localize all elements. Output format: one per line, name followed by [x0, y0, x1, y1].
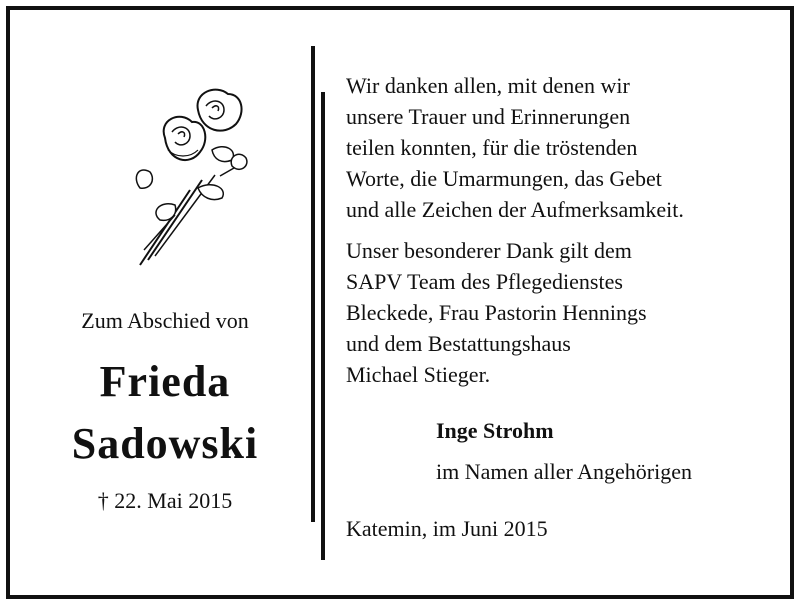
on-behalf-text: im Namen aller Angehörigen: [436, 459, 692, 484]
text-line: Unser besonderer Dank gilt dem: [346, 238, 632, 263]
rose-illustration-icon: [120, 80, 260, 270]
deceased-first-name: Frieda: [99, 357, 231, 406]
place-date: Katemin, im Juni 2015: [346, 516, 548, 541]
text-line: und dem Bestattungshaus: [346, 331, 571, 356]
text-line: Wir danken allen, mit denen wir: [346, 73, 630, 98]
farewell-text: Zum Abschied von: [81, 308, 249, 333]
thanks-text-block: [346, 70, 776, 390]
text-line: Worte, die Umarmungen, das Gebet: [346, 166, 662, 191]
deceased-last-name: Sadowski: [71, 419, 259, 468]
left-column: [20, 10, 310, 595]
divider-line: [321, 92, 325, 560]
text-line: und alle Zeichen der Aufmerksamkeit.: [346, 197, 684, 222]
notice-frame: [6, 6, 794, 599]
death-date: † 22. Mai 2015: [97, 488, 233, 513]
thanks-paragraph: [346, 70, 776, 225]
signer-name: Inge Strohm: [436, 418, 554, 443]
divider-line: [311, 46, 315, 522]
text-line: unsere Trauer und Erinnerungen: [346, 104, 631, 129]
text-line: teilen konnten, für die tröstenden: [346, 135, 638, 160]
text-line: SAPV Team des Pflegedienstes: [346, 269, 623, 294]
text-line: Michael Stieger.: [346, 362, 491, 387]
text-line: Bleckede, Frau Pastorin Hennings: [346, 300, 647, 325]
special-thanks-paragraph: [346, 235, 776, 390]
